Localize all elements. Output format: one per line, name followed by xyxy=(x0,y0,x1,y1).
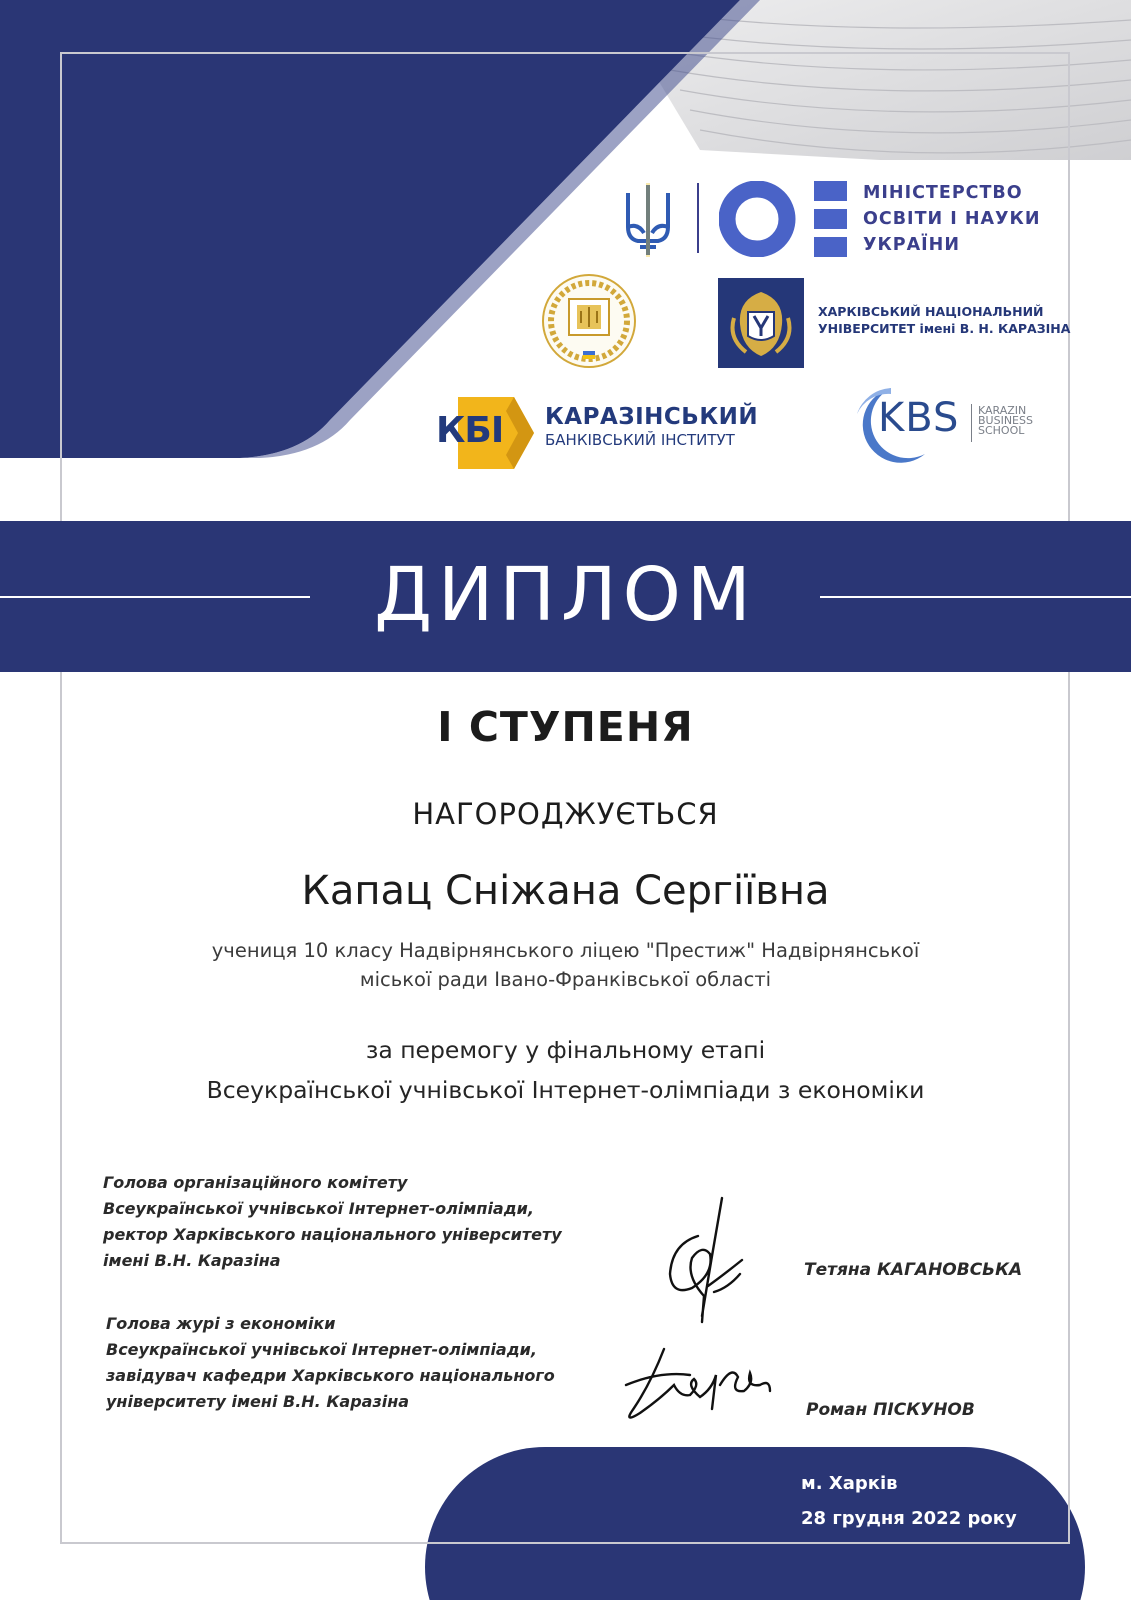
kbi-subtitle: БАНКІВСЬКИЙ ІНСТИТУТ xyxy=(545,431,735,449)
awarded-label: НАГОРОДЖУЄТЬСЯ xyxy=(412,797,719,831)
description-line-1: учениця 10 класу Надвірнянського ліцею "Престиж" Надвірнянської xyxy=(211,939,920,962)
signatory-1-name: Тетяна КАГАНОВСЬКА xyxy=(804,1260,1023,1280)
kbs-mark: KBS xyxy=(878,395,960,441)
signatory-1-title xyxy=(103,1170,562,1274)
reason-line-2: Всеукраїнської учнівської Інтернет-олімпіади з економіки xyxy=(206,1076,925,1104)
logo-divider xyxy=(697,183,699,253)
signatory-1-title-line: Всеукраїнської учнівської Інтернет-олімпіади, xyxy=(103,1199,534,1218)
signatory-1-title-line: ректор Харківського національного університету xyxy=(103,1225,562,1244)
signature-1 xyxy=(662,1196,762,1326)
signatory-1-title-line: Голова організаційного комітету xyxy=(103,1173,408,1192)
title-banner xyxy=(0,521,1131,672)
recipient-name: Капац Сніжана Сергіївна xyxy=(301,868,830,914)
ministry-mark-icon xyxy=(719,181,849,257)
ministry-line-1: МІНІСТЕРСТВО xyxy=(863,183,1023,203)
signature-2 xyxy=(620,1345,780,1425)
karazin-university-line-2: УНІВЕРСИТЕТ імені В. Н. КАРАЗІНА xyxy=(818,321,1071,336)
kbi-name: КАРАЗІНСЬКИЙ xyxy=(545,404,759,430)
award-reason xyxy=(0,1030,1131,1110)
diploma-title: ДИПЛОМ xyxy=(374,552,757,638)
recipient-description xyxy=(0,936,1131,994)
karazin-university-name xyxy=(818,303,1070,337)
reason-line-1: за перемогу у фінальному етапі xyxy=(365,1036,766,1064)
kbs-sub-line-2: BUSINESS xyxy=(978,414,1033,427)
signatory-2-title-line: університету імені В.Н. Каразіна xyxy=(106,1392,410,1411)
karazin-university-line-1: ХАРКІВСЬКИЙ НАЦІОНАЛЬНИЙ xyxy=(818,304,1044,319)
kbs-subtitle xyxy=(978,406,1033,436)
description-line-2: міської ради Івано-Франківської області xyxy=(359,968,772,991)
signatory-2-title-line: завідувач кафедри Харківського національного xyxy=(106,1366,555,1385)
ministry-name xyxy=(863,180,1040,258)
ministry-line-2: ОСВІТИ І НАУКИ xyxy=(863,209,1041,229)
date: 28 грудня 2022 року xyxy=(801,1508,1017,1529)
place: м. Харків xyxy=(801,1473,898,1494)
degree-label: І СТУПЕНЯ xyxy=(437,703,694,751)
ministry-line-3: УКРАЇНИ xyxy=(863,235,960,255)
karazin-university-crest-icon xyxy=(718,278,804,368)
university-crest-icon xyxy=(539,271,639,371)
trident-icon xyxy=(624,183,672,257)
place-and-date xyxy=(801,1466,1017,1536)
kbs-sub-line-3: SCHOOL xyxy=(978,424,1025,437)
kbi-mark: КБІ xyxy=(436,410,504,451)
signatory-2-title xyxy=(106,1311,555,1415)
signatory-2-name: Роман ПІСКУНОВ xyxy=(806,1400,975,1420)
signatory-2-title-line: Всеукраїнської учнівської Інтернет-олімпіади, xyxy=(106,1340,537,1359)
signatory-2-title-line: Голова журі з економіки xyxy=(106,1314,336,1333)
kbs-sub-line-1: KARAZIN xyxy=(978,404,1027,417)
signatory-1-title-line: імені В.Н. Каразіна xyxy=(103,1251,281,1270)
kbs-divider xyxy=(971,404,972,442)
